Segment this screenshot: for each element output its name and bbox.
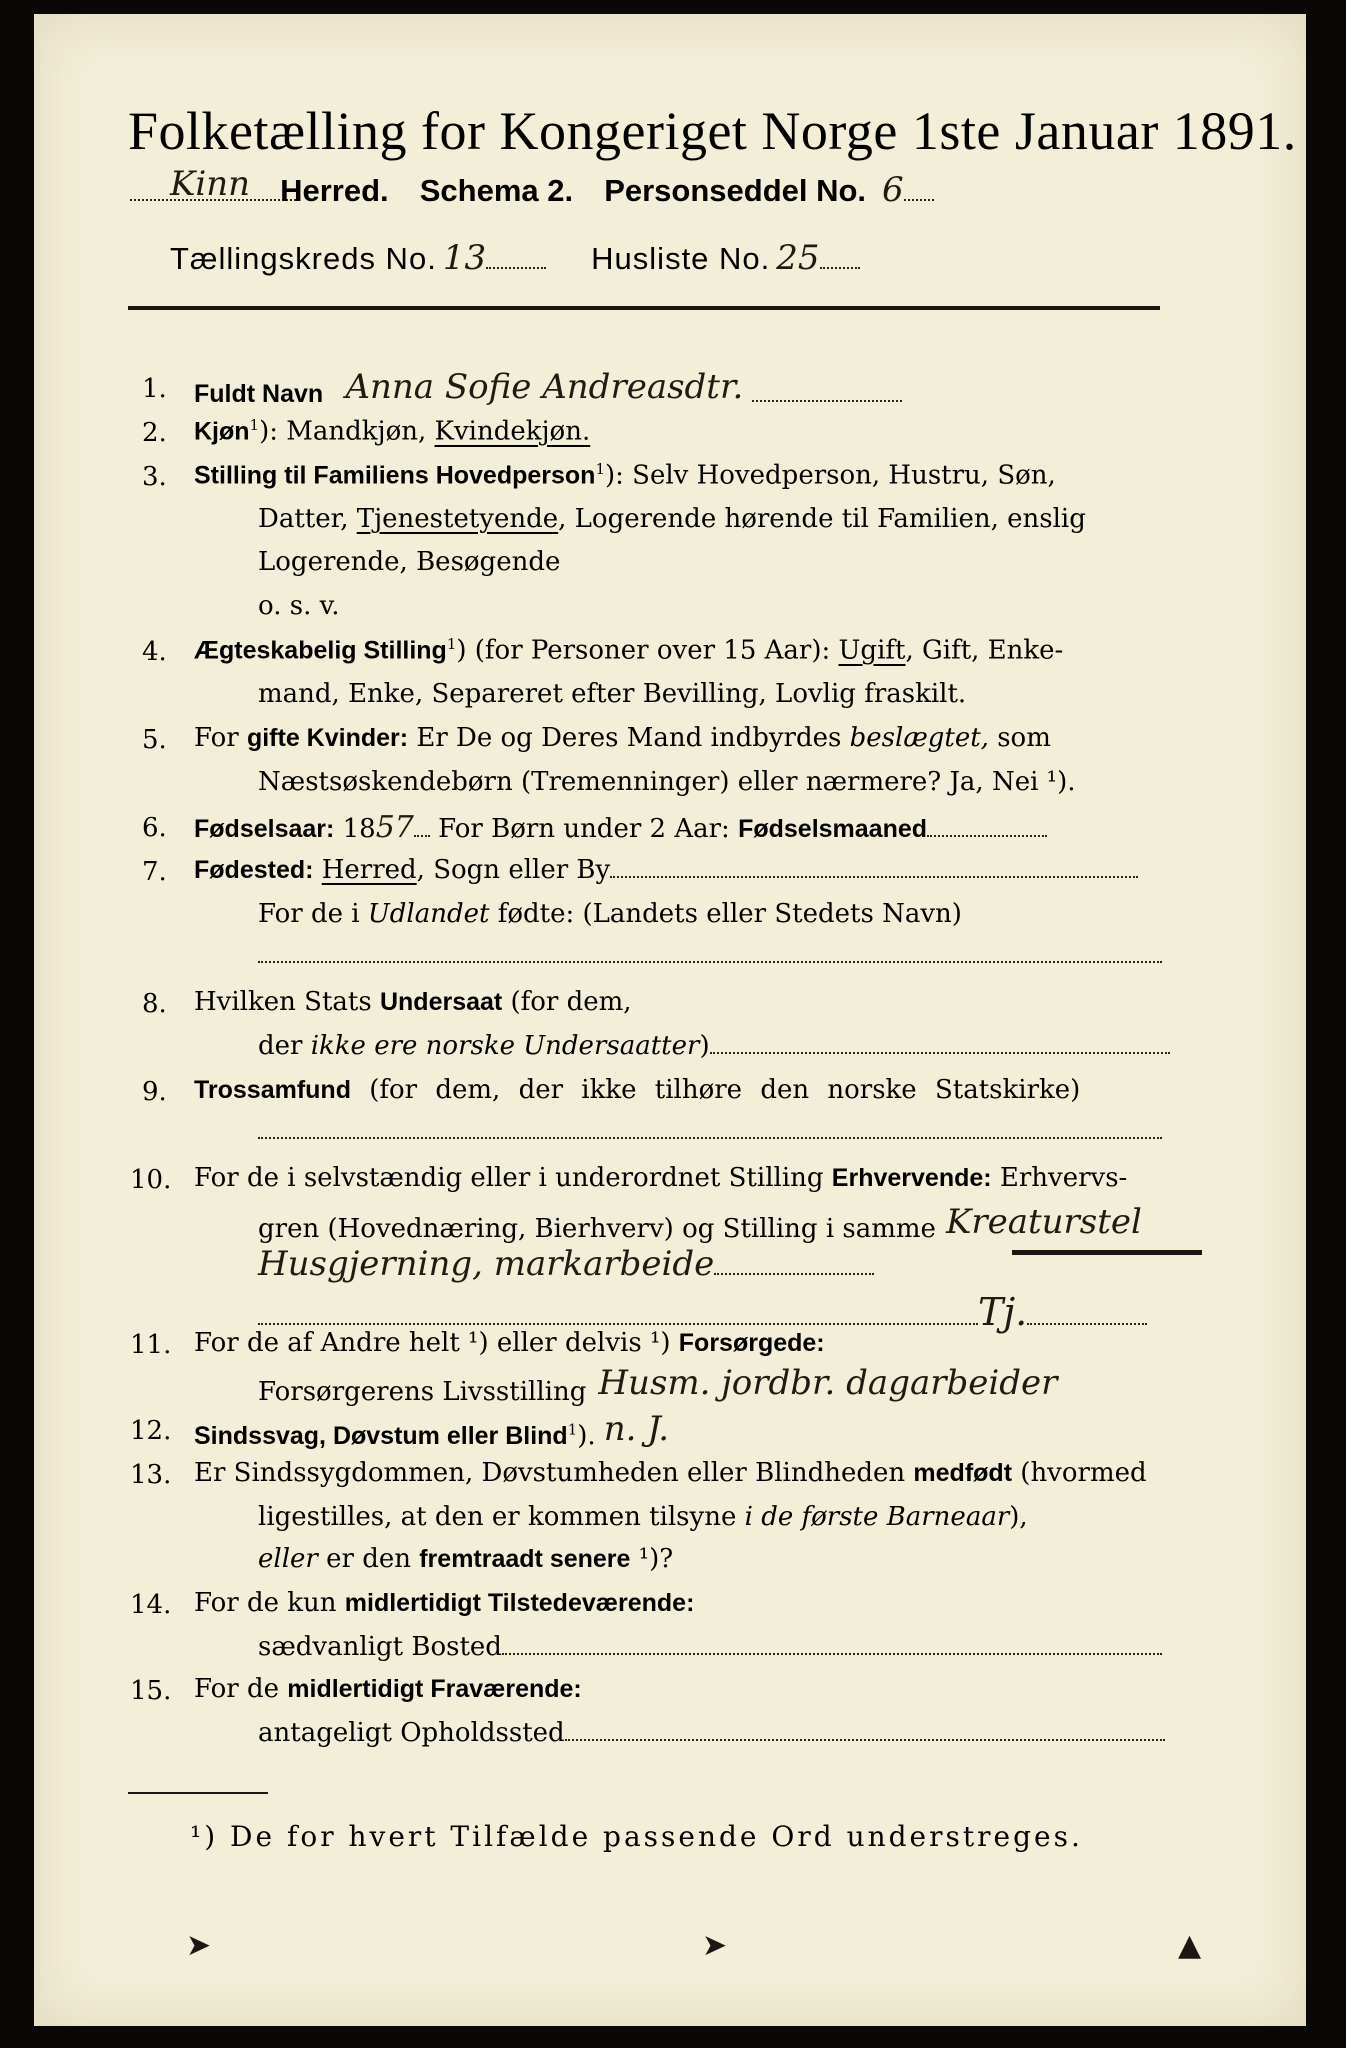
married-women-label: gifte Kvinder: <box>246 724 409 752</box>
personseddel-value: 6 <box>882 170 904 210</box>
item-3-line-4: o. s. v. <box>258 591 340 621</box>
birth-year-label: Fødselsaar: <box>194 815 335 843</box>
item-2 <box>194 418 590 445</box>
item-8-line-2 <box>258 1033 1170 1059</box>
later-onset-label: fremtraadt senere <box>419 1545 631 1573</box>
option-text: Datter, <box>258 504 357 534</box>
question-text: ) <box>699 1031 710 1061</box>
item-3-line-3: Logerende, Besøgende <box>258 547 561 577</box>
footnote-marker: 1 <box>567 1420 578 1439</box>
question-text: Erhvervs- <box>991 1163 1128 1193</box>
item-13-line-2 <box>258 1504 1028 1530</box>
dotted-line <box>502 1652 1162 1655</box>
item-number: 6. <box>142 813 167 843</box>
disability-label: Sindssvag, Døvstum eller Blind <box>194 1422 568 1450</box>
item-number: 14. <box>130 1590 172 1620</box>
dotted-line <box>414 834 430 837</box>
question-text: For de i <box>258 899 368 929</box>
dotted-line <box>565 1738 1165 1741</box>
item-number: 13. <box>130 1460 172 1490</box>
question-text: gren (Hovednæring, Bierhverv) og Stilling i samme <box>258 1214 936 1244</box>
marital-status-label: Ægteskabelig Stilling <box>194 636 447 665</box>
taellingskreds-value: 13 <box>442 238 487 278</box>
item-15 <box>194 1676 582 1702</box>
item-number: 10. <box>130 1165 172 1195</box>
marital-options: ) (for Personer over 15 Aar): <box>456 635 839 666</box>
question-text: ligestilles, at den er kommen tilsyne <box>258 1502 745 1532</box>
religion-label: Trossamfund <box>194 1076 351 1104</box>
item-10-line-2 <box>258 1202 1142 1244</box>
dotted-line <box>258 1322 978 1325</box>
dotted-line <box>752 399 902 402</box>
question-text: (for dem, <box>502 987 632 1017</box>
question-text: For de kun <box>194 1588 345 1618</box>
item-11 <box>194 1330 825 1356</box>
question-text: eller <box>258 1544 318 1574</box>
question-text: beslægtet, <box>849 723 989 753</box>
item-4 <box>194 637 1063 664</box>
subject-label: Undersaat <box>379 988 503 1016</box>
probable-residence-label: antageligt Opholdssted <box>258 1718 565 1748</box>
item-4-line-2: mand, Enke, Separeret efter Bevilling, Lovlig fraskilt. <box>258 679 967 709</box>
question-text: der <box>258 1031 311 1061</box>
item-10 <box>194 1165 1127 1191</box>
item-number: 4. <box>142 637 167 667</box>
question-text: som <box>988 723 1051 753</box>
item-15-line-2 <box>258 1720 1165 1746</box>
question-text: ¹)? <box>630 1544 674 1574</box>
corner-mark-right: ▲ <box>1178 1928 1202 1963</box>
option-text: , Logerende hørende til Familien, enslig <box>558 504 1086 534</box>
dotted-line <box>927 834 1047 837</box>
family-position-selected: Tjenestetyende <box>356 504 559 534</box>
item-7 <box>194 857 1138 883</box>
item-8 <box>194 989 632 1015</box>
header-rule <box>128 306 1160 310</box>
personseddel-label: Personseddel No. <box>604 173 867 208</box>
sex-selected: Kvindekjøn. <box>434 416 591 447</box>
footnote: ¹) De for hvert Tilfælde passende Ord understreges. <box>190 1820 1083 1853</box>
dotted-line <box>820 266 860 269</box>
dotted-line <box>258 1136 1162 1139</box>
question-text: For de af Andre helt ¹) eller delvis ¹) <box>194 1328 679 1358</box>
question-text: For Børn under 2 Aar: <box>429 814 739 844</box>
item-7-blank-line <box>258 948 1162 967</box>
birthplace-selected: Herred <box>321 855 417 885</box>
footnote-marker: 1 <box>446 635 457 653</box>
item-9 <box>194 1077 1080 1103</box>
item-3-line-2 <box>258 506 1086 532</box>
item-13-line-3 <box>258 1546 673 1572</box>
question-text: fødte: (Landets eller Stedets Navn) <box>489 899 962 929</box>
item-3 <box>194 462 1056 489</box>
full-name-label: Fuldt Navn <box>194 380 324 408</box>
question-text: Forsørgerens Livsstilling <box>258 1377 587 1407</box>
family-position-label: Stilling til Familiens Hovedperson <box>194 461 596 490</box>
question-text: Er De og Deres Mand indbyrdes <box>408 723 850 753</box>
item-number: 5. <box>142 725 167 755</box>
taellingskreds-label: Tællingskreds No. <box>170 241 437 276</box>
question-text: i de første Barneaar <box>744 1502 1010 1532</box>
birthplace-label: Fødested: <box>194 856 314 884</box>
occupation-label: Erhvervende: <box>831 1164 992 1192</box>
item-number: 3. <box>142 462 167 492</box>
corner-mark-center: ➤ <box>702 1928 728 1963</box>
item-number: 12. <box>130 1416 172 1446</box>
footnote-marker: 1 <box>595 460 605 478</box>
strike-line <box>1012 1250 1202 1255</box>
question-text: (hvormed <box>1012 1458 1147 1488</box>
question-text: er den <box>317 1544 420 1574</box>
item-14-line-2 <box>258 1634 1162 1660</box>
form-title: Folketælling for Kongeriget Norge 1ste Januar 1891. <box>128 101 1297 161</box>
question-text: (for dem, der ikke tilhøre den norske Statskirke) <box>350 1075 1081 1105</box>
congenital-label: medfødt <box>913 1459 1013 1487</box>
item-number: 2. <box>142 418 167 448</box>
item-number: 1. <box>142 374 167 404</box>
item-9-blank-line <box>258 1124 1162 1143</box>
birthplace-options: , Sogn eller By <box>416 855 611 885</box>
footnote-marker: 1 <box>249 416 260 434</box>
occupation-value-1: Kreaturstel <box>945 1202 1142 1242</box>
schema-label: Schema 2. <box>419 173 574 208</box>
family-position-options: ): Selv Hovedperson, Hustru, Søn, <box>605 460 1056 491</box>
herred-label: Herred. <box>280 173 389 208</box>
taellingskreds-line <box>170 238 860 278</box>
question-text: ), <box>1009 1502 1028 1532</box>
usual-residence-label: sædvanligt Bosted <box>258 1632 502 1662</box>
item-number: 9. <box>142 1077 167 1107</box>
question-text: Er Sindssygdommen, Døvstumheden eller Blindheden <box>194 1458 914 1488</box>
question-text: Udlandet <box>367 899 490 929</box>
dotted-line <box>258 960 1162 963</box>
question-text: ). <box>577 1421 596 1451</box>
full-name-value: Anna Sofie Andreasdtr. <box>345 367 744 407</box>
disability-value: n. J. <box>603 1409 669 1449</box>
item-13 <box>194 1460 1147 1486</box>
marital-options: , Gift, Enke- <box>905 635 1064 666</box>
item-number: 11. <box>130 1330 172 1360</box>
item-11-line-2 <box>258 1363 1058 1407</box>
dotted-line <box>250 198 280 201</box>
supported-label: Forsørgede: <box>678 1329 825 1357</box>
item-number: 15. <box>130 1676 172 1706</box>
husliste-value: 25 <box>776 238 820 278</box>
item-14 <box>194 1590 694 1616</box>
supporter-occupation-value: Husm. jordbr. dagarbeider <box>598 1363 1058 1403</box>
footnote-rule <box>128 1792 268 1794</box>
occupation-value-2: Husgjerning, markarbeide <box>258 1244 715 1284</box>
husliste-label: Husliste No. <box>591 241 771 276</box>
birth-year-prefix: 18 <box>334 814 376 844</box>
herred-value: Kinn <box>170 164 251 204</box>
temporary-absent-label: midlertidigt Fraværende: <box>287 1675 582 1703</box>
item-number: 8. <box>142 989 167 1019</box>
question-text: For <box>194 723 247 753</box>
sex-options: ): Mandkjøn, <box>259 416 435 447</box>
birth-month-label: Fødselsmaaned <box>738 815 928 843</box>
question-text: For de i selvstændig eller i underordnet Stilling <box>194 1163 832 1193</box>
marital-selected: Ugift <box>838 635 906 666</box>
dotted-line <box>1027 1322 1147 1325</box>
item-number: 7. <box>142 857 167 887</box>
item-5-line-2: Næstsøskendebørn (Tremenninger) eller nærmere? Ja, Nei ¹). <box>258 767 1076 797</box>
item-10-line-3 <box>258 1244 874 1284</box>
item-6 <box>194 810 1047 845</box>
dotted-line <box>486 266 546 269</box>
item-7-line-2 <box>258 901 962 927</box>
sex-label: Kjøn <box>194 417 250 446</box>
question-text: ikke ere norske Undersaatter <box>310 1031 700 1061</box>
corner-mark-left: ➤ <box>186 1928 212 1963</box>
item-5 <box>194 725 1051 751</box>
question-text: Hvilken Stats <box>194 987 380 1017</box>
item-12 <box>194 1409 669 1451</box>
herred-line <box>130 164 934 210</box>
dotted-line <box>610 875 1138 878</box>
question-text: For de <box>194 1674 288 1704</box>
dotted-line <box>710 1051 1170 1054</box>
birth-year-value: 57 <box>375 810 414 845</box>
dotted-line <box>904 198 934 201</box>
temporary-present-label: midlertidigt Tilstedeværende: <box>344 1589 695 1617</box>
item-1 <box>194 367 902 408</box>
dotted-line <box>714 1272 874 1275</box>
occupation-value-3: Tj. <box>978 1290 1028 1334</box>
